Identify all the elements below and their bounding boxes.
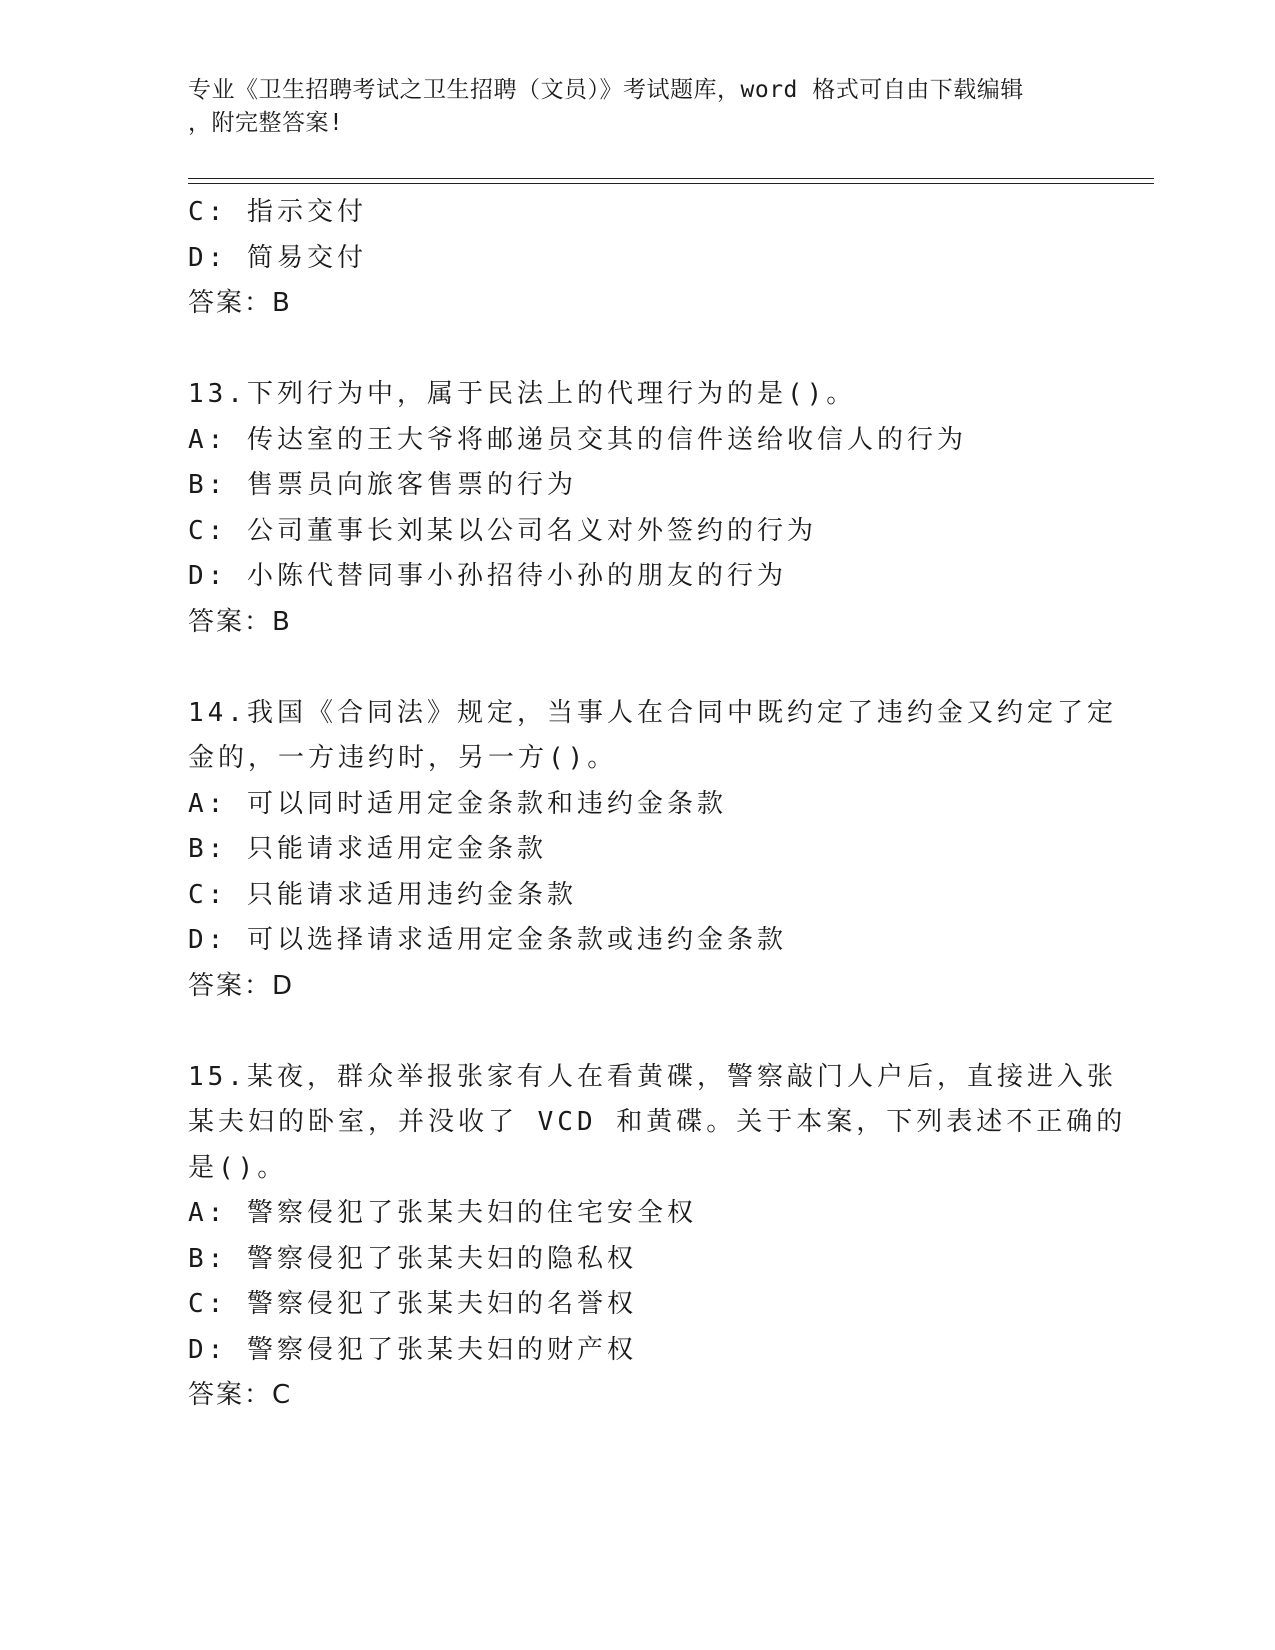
question-13 [188,372,1088,645]
option-b: B: 警察侵犯了张某夫妇的隐私权 [188,1243,637,1274]
option-a: A: 传达室的王大爷将邮递员交其的信件送给收信人的行为 [188,424,967,455]
option-a: A: 可以同时适用定金条款和违约金条款 [188,788,727,819]
option-c: C: 公司董事长刘某以公司名义对外签约的行为 [188,515,817,546]
option-c: C: 只能请求适用违约金条款 [188,879,577,910]
option-d: D: 简易交付 [188,242,367,273]
answer-line: 答案：B [188,606,292,637]
question-stem-line: 某夫妇的卧室，并没收了 VCD 和黄碟。关于本案，下列表述不正确的 [188,1107,1127,1137]
option-d: D: 小陈代替同事小孙招待小孙的朋友的行为 [188,561,787,591]
question-stem-line: 15.某夜，群众举报张家有人在看黄碟，警察敲门人户后，直接进入张 [188,1061,1117,1092]
question-14 [188,691,1117,1010]
question-12-remainder [188,190,1088,327]
spacer [188,327,1088,373]
question-15 [188,1055,1127,1419]
option-b: B: 只能请求适用定金条款 [188,834,547,864]
option-c: C: 指示交付 [188,197,367,227]
option-d: D: 可以选择请求适用定金条款或违约金条款 [188,925,787,955]
page-header [188,74,1088,140]
option-a: A: 警察侵犯了张某夫妇的住宅安全权 [188,1198,697,1228]
answer-line: 答案：D [188,970,295,1001]
answer-line: 答案：C [188,1380,293,1410]
option-b: B: 售票员向旅客售票的行为 [188,470,577,500]
question-list [188,190,1127,1419]
spacer [188,1009,1088,1055]
header-line-2: ，附完整答案! [188,110,344,136]
spacer [188,645,1088,691]
question-stem-line: 金的，一方违约时，另一方()。 [188,743,618,773]
header-divider-bottom [188,183,1154,184]
option-c: C: 警察侵犯了张某夫妇的名誉权 [188,1289,637,1319]
header-divider-top [188,178,1154,179]
question-stem-line: 是()。 [188,1152,288,1183]
answer-line: 答案：B [188,288,292,318]
option-d: D: 警察侵犯了张某夫妇的财产权 [188,1334,637,1365]
question-stem: 13.下列行为中，属于民法上的代理行为的是()。 [188,379,857,409]
question-stem-line: 14.我国《合同法》规定，当事人在合同中既约定了违约金又约定了定 [188,697,1117,728]
header-line-1: 专业《卫生招聘考试之卫生招聘（文员）》考试题库，word 格式可自由下载编辑 [188,77,1024,103]
